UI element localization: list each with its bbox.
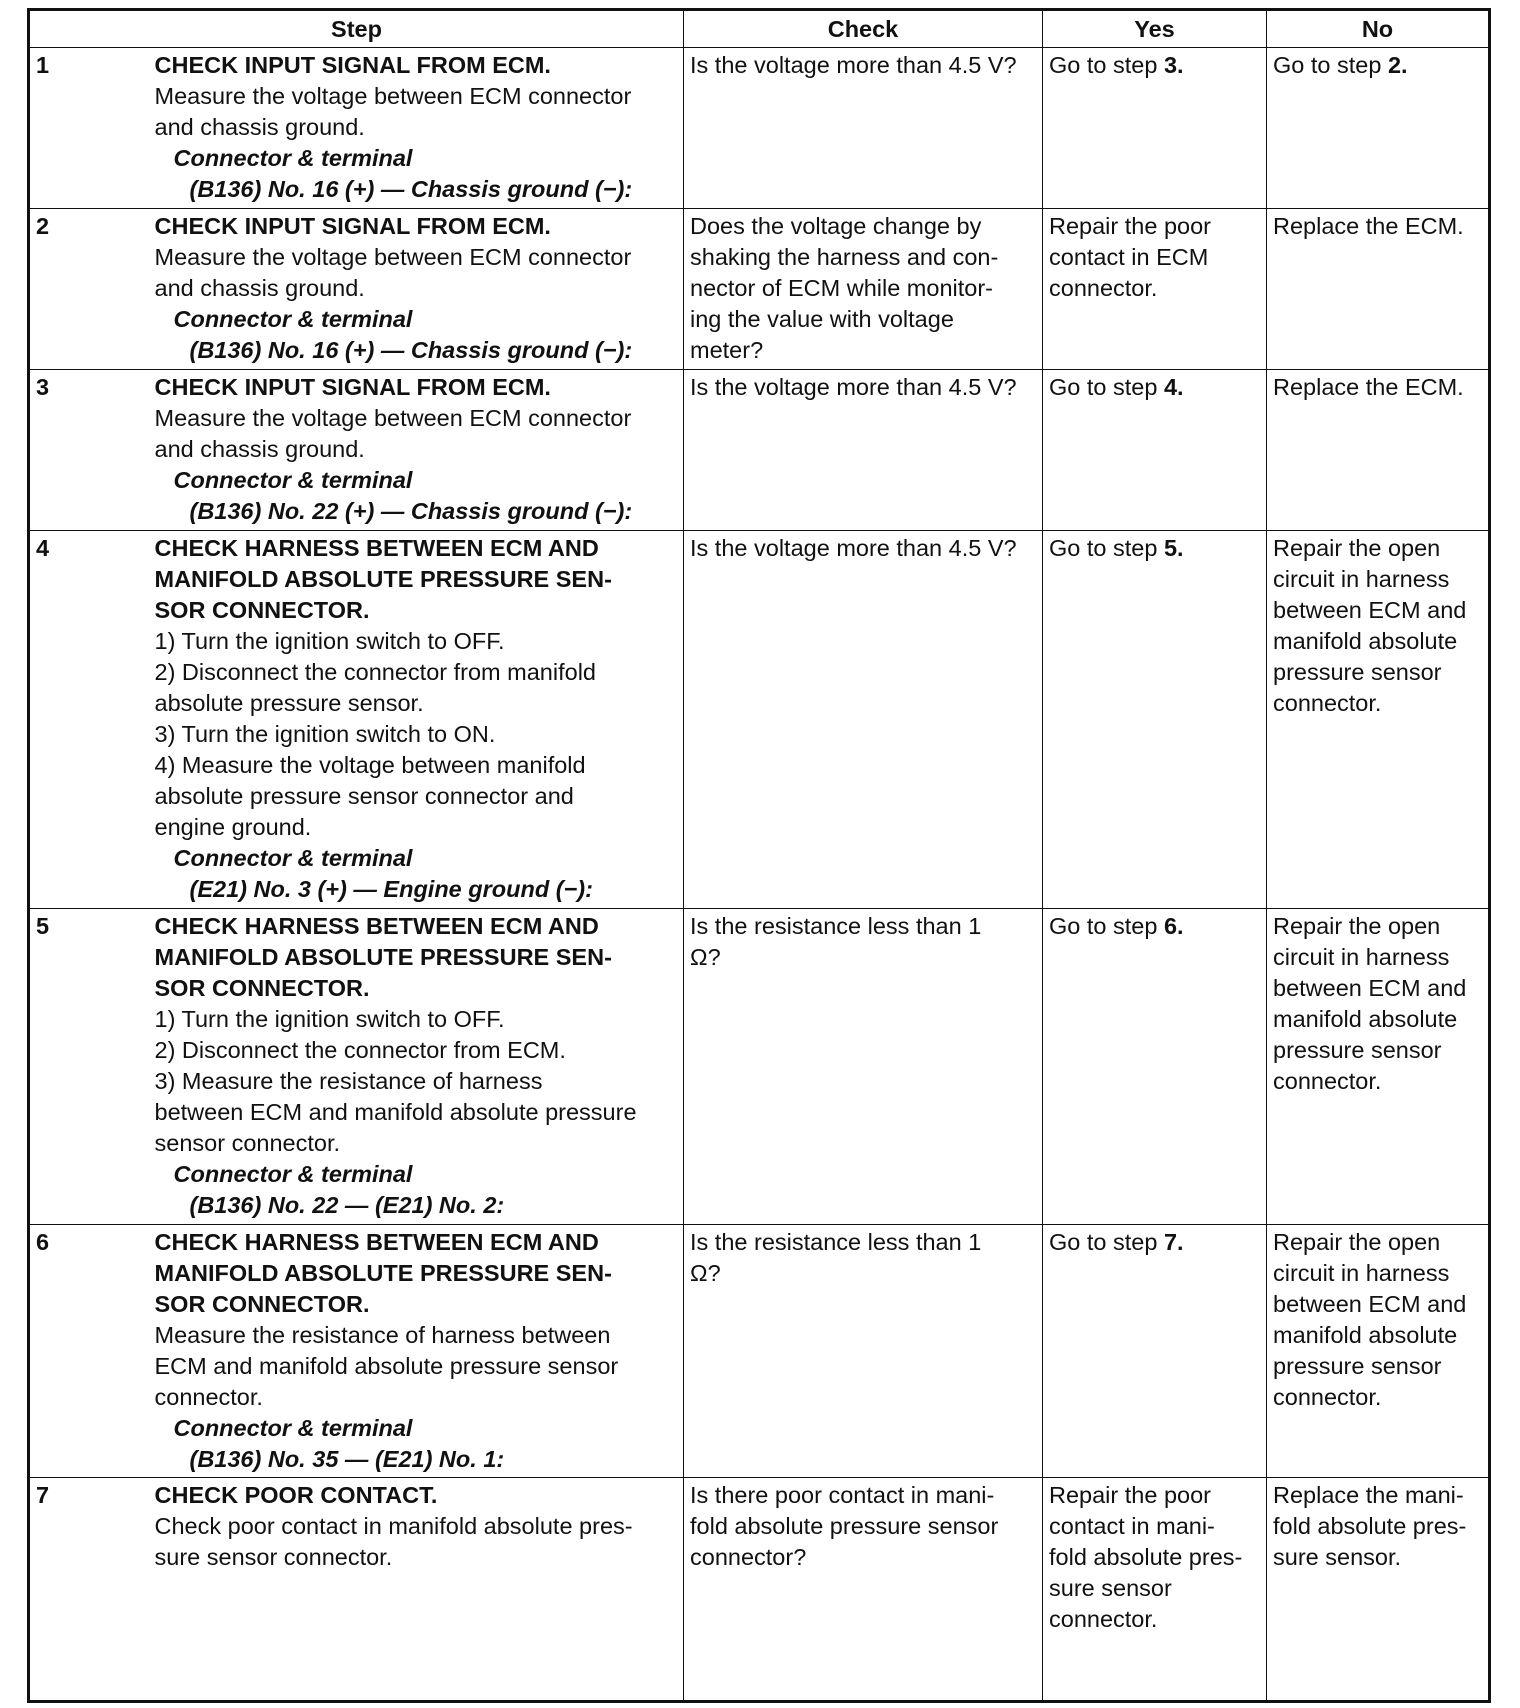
- check-text-line: connector?: [690, 1544, 807, 1570]
- no-text: Replace the ECM.: [1273, 374, 1464, 400]
- no-text-line: connector.: [1273, 1384, 1382, 1410]
- no-text-line: circuit in harness: [1273, 566, 1450, 592]
- connector-terminal: (B136) No. 16 (+) — Chassis ground (−):: [189, 337, 633, 363]
- no-text-line: fold absolute pres-: [1273, 1513, 1467, 1539]
- no-text-line: pressure sensor: [1273, 659, 1442, 685]
- table-row: [29, 909, 1490, 1225]
- check-cell: [684, 48, 1043, 209]
- step-text-line: absolute pressure sensor.: [154, 690, 424, 716]
- step-text-line: and chassis ground.: [154, 436, 365, 462]
- no-text-line: manifold absolute: [1273, 1322, 1458, 1348]
- step-text-line: engine ground.: [154, 814, 312, 840]
- yes-text-line: connector.: [1049, 275, 1158, 301]
- table-row: [29, 48, 1490, 209]
- step-text-line: and chassis ground.: [154, 114, 365, 140]
- connector-terminal: (E21) No. 3 (+) — Engine ground (−):: [189, 876, 593, 902]
- step-text-line: Measure the resistance of harness between: [154, 1322, 611, 1348]
- goto-label: Go to step: [1049, 1229, 1158, 1255]
- step-title: CHECK POOR CONTACT.: [154, 1482, 438, 1508]
- step-cell: [149, 1225, 684, 1478]
- yes-cell: [1043, 531, 1267, 909]
- yes-text-line: contact in ECM: [1049, 244, 1209, 270]
- step-text-line: sure sensor connector.: [154, 1544, 393, 1570]
- step-title-line: CHECK HARNESS BETWEEN ECM AND: [154, 1229, 599, 1255]
- yes-cell: [1043, 48, 1267, 209]
- no-text-line: manifold absolute: [1273, 628, 1458, 654]
- check-text-line: fold absolute pressure sensor: [690, 1513, 999, 1539]
- step-title: CHECK INPUT SIGNAL FROM ECM.: [154, 374, 551, 400]
- step-number: 2: [29, 209, 149, 370]
- check-text-line: meter?: [690, 337, 764, 363]
- step-text-line: 3) Measure the resistance of harness: [154, 1068, 543, 1094]
- no-cell: [1267, 909, 1490, 1225]
- step-text-line: Check poor contact in manifold absolute pres-: [154, 1513, 633, 1539]
- no-text-line: between ECM and: [1273, 1291, 1467, 1317]
- no-text-line: manifold absolute: [1273, 1006, 1458, 1032]
- step-title-line: SOR CONNECTOR.: [154, 975, 370, 1001]
- step-text-line: Measure the voltage between ECM connector: [154, 405, 632, 431]
- connector-label: Connector & terminal: [173, 1415, 413, 1441]
- connector-terminal: (B136) No. 16 (+) — Chassis ground (−):: [189, 176, 633, 202]
- step-text-line: Measure the voltage between ECM connector: [154, 83, 632, 109]
- step-title: CHECK INPUT SIGNAL FROM ECM.: [154, 213, 551, 239]
- check-cell: [684, 1225, 1043, 1478]
- step-title-line: CHECK HARNESS BETWEEN ECM AND: [154, 535, 599, 561]
- check-text-line: shaking the harness and con-: [690, 244, 999, 270]
- goto-target: 5.: [1163, 535, 1184, 561]
- goto-label: Go to step: [1273, 52, 1382, 78]
- connector-label: Connector & terminal: [173, 306, 413, 332]
- check-text-line: ing the value with voltage: [690, 306, 954, 332]
- table-row: [29, 1225, 1490, 1478]
- step-text-line: ECM and manifold absolute pressure sensor: [154, 1353, 619, 1379]
- table-row: [29, 1478, 1490, 1702]
- step-title-line: MANIFOLD ABSOLUTE PRESSURE SEN-: [154, 944, 612, 970]
- yes-cell: [1043, 370, 1267, 531]
- goto-label: Go to step: [1049, 535, 1158, 561]
- yes-cell: [1043, 209, 1267, 370]
- step-text-line: 2) Disconnect the connector from ECM.: [154, 1037, 566, 1063]
- check-text: Is the voltage more than 4.5 V?: [690, 52, 1017, 78]
- connector-label: Connector & terminal: [173, 1161, 413, 1187]
- yes-cell: [1043, 1225, 1267, 1478]
- check-text-line: nector of ECM while monitor-: [690, 275, 993, 301]
- step-title-line: SOR CONNECTOR.: [154, 1291, 370, 1317]
- table-row: [29, 209, 1490, 370]
- connector-label: Connector & terminal: [173, 467, 413, 493]
- check-cell: [684, 531, 1043, 909]
- no-text-line: pressure sensor: [1273, 1353, 1442, 1379]
- check-text: Is the voltage more than 4.5 V?: [690, 374, 1017, 400]
- step-text-line: connector.: [154, 1384, 263, 1410]
- step-cell: [149, 531, 684, 909]
- step-text-line: absolute pressure sensor connector and: [154, 783, 574, 809]
- goto-target: 3.: [1163, 52, 1184, 78]
- no-cell: [1267, 1225, 1490, 1478]
- no-text-line: Repair the open: [1273, 1229, 1441, 1255]
- check-text-line: Does the voltage change by: [690, 213, 982, 239]
- step-cell: [149, 909, 684, 1225]
- step-text-line: 2) Disconnect the connector from manifold: [154, 659, 596, 685]
- goto-target: 7.: [1163, 1229, 1184, 1255]
- yes-text-line: Repair the poor: [1049, 1482, 1211, 1508]
- step-number: 6: [29, 1225, 149, 1478]
- no-cell: [1267, 209, 1490, 370]
- connector-label: Connector & terminal: [173, 845, 413, 871]
- step-text-line: between ECM and manifold absolute pressure: [154, 1099, 637, 1125]
- check-text-line: Ω?: [690, 1260, 721, 1286]
- no-text: Replace the ECM.: [1273, 213, 1464, 239]
- no-text-line: between ECM and: [1273, 975, 1467, 1001]
- header-no: No: [1267, 10, 1490, 48]
- no-cell: [1267, 531, 1490, 909]
- no-text-line: pressure sensor: [1273, 1037, 1442, 1063]
- step-cell: [149, 48, 684, 209]
- step-cell: [149, 1478, 684, 1702]
- goto-label: Go to step: [1049, 374, 1158, 400]
- connector-terminal: (B136) No. 35 — (E21) No. 1:: [189, 1446, 505, 1472]
- step-text-line: sensor connector.: [154, 1130, 340, 1156]
- no-cell: [1267, 1478, 1490, 1702]
- no-text-line: between ECM and: [1273, 597, 1467, 623]
- step-title-line: MANIFOLD ABSOLUTE PRESSURE SEN-: [154, 566, 612, 592]
- no-text-line: connector.: [1273, 1068, 1382, 1094]
- check-text-line: Is there poor contact in mani-: [690, 1482, 995, 1508]
- step-text-line: Measure the voltage between ECM connector: [154, 244, 632, 270]
- step-text-line: 1) Turn the ignition switch to OFF.: [154, 628, 505, 654]
- check-cell: [684, 909, 1043, 1225]
- check-cell: [684, 209, 1043, 370]
- step-cell: [149, 370, 684, 531]
- header-check: Check: [684, 10, 1043, 48]
- goto-label: Go to step: [1049, 913, 1158, 939]
- check-cell: [684, 370, 1043, 531]
- step-title-line: SOR CONNECTOR.: [154, 597, 370, 623]
- step-title-line: MANIFOLD ABSOLUTE PRESSURE SEN-: [154, 1260, 612, 1286]
- step-text-line: and chassis ground.: [154, 275, 365, 301]
- table-row: [29, 370, 1490, 531]
- check-cell: [684, 1478, 1043, 1702]
- step-title-line: CHECK HARNESS BETWEEN ECM AND: [154, 913, 599, 939]
- header-yes: Yes: [1043, 10, 1267, 48]
- no-text-line: Repair the open: [1273, 535, 1441, 561]
- no-text-line: connector.: [1273, 690, 1382, 716]
- yes-text-line: sure sensor: [1049, 1575, 1172, 1601]
- step-title: CHECK INPUT SIGNAL FROM ECM.: [154, 52, 551, 78]
- yes-text-line: Repair the poor: [1049, 213, 1211, 239]
- no-cell: [1267, 48, 1490, 209]
- no-text-line: circuit in harness: [1273, 1260, 1450, 1286]
- no-cell: [1267, 370, 1490, 531]
- yes-cell: [1043, 909, 1267, 1225]
- troubleshooting-table: [27, 8, 1491, 1703]
- goto-target: 6.: [1163, 913, 1184, 939]
- check-text-line: Is the resistance less than 1: [690, 913, 982, 939]
- step-number: 7: [29, 1478, 149, 1702]
- step-text-line: 4) Measure the voltage between manifold: [154, 752, 586, 778]
- yes-text-line: connector.: [1049, 1606, 1158, 1632]
- header-step: Step: [29, 10, 684, 48]
- check-text: Is the voltage more than 4.5 V?: [690, 535, 1017, 561]
- check-text-line: Is the resistance less than 1: [690, 1229, 982, 1255]
- no-text-line: Replace the mani-: [1273, 1482, 1464, 1508]
- no-text-line: Repair the open: [1273, 913, 1441, 939]
- connector-terminal: (B136) No. 22 (+) — Chassis ground (−):: [189, 498, 633, 524]
- header-row: [29, 10, 1490, 48]
- step-number: 3: [29, 370, 149, 531]
- yes-text-line: fold absolute pres-: [1049, 1544, 1243, 1570]
- yes-cell: [1043, 1478, 1267, 1702]
- goto-target: 4.: [1163, 374, 1184, 400]
- no-text-line: circuit in harness: [1273, 944, 1450, 970]
- step-cell: [149, 209, 684, 370]
- yes-text-line: contact in mani-: [1049, 1513, 1215, 1539]
- goto-label: Go to step: [1049, 52, 1158, 78]
- step-number: 1: [29, 48, 149, 209]
- no-text-line: sure sensor.: [1273, 1544, 1402, 1570]
- connector-label: Connector & terminal: [173, 145, 413, 171]
- step-number: 4: [29, 531, 149, 909]
- step-number: 5: [29, 909, 149, 1225]
- step-text-line: 3) Turn the ignition switch to ON.: [154, 721, 496, 747]
- connector-terminal: (B136) No. 22 — (E21) No. 2:: [189, 1192, 505, 1218]
- step-text-line: 1) Turn the ignition switch to OFF.: [154, 1006, 505, 1032]
- check-text-line: Ω?: [690, 944, 721, 970]
- table-row: [29, 531, 1490, 909]
- goto-target: 2.: [1387, 52, 1408, 78]
